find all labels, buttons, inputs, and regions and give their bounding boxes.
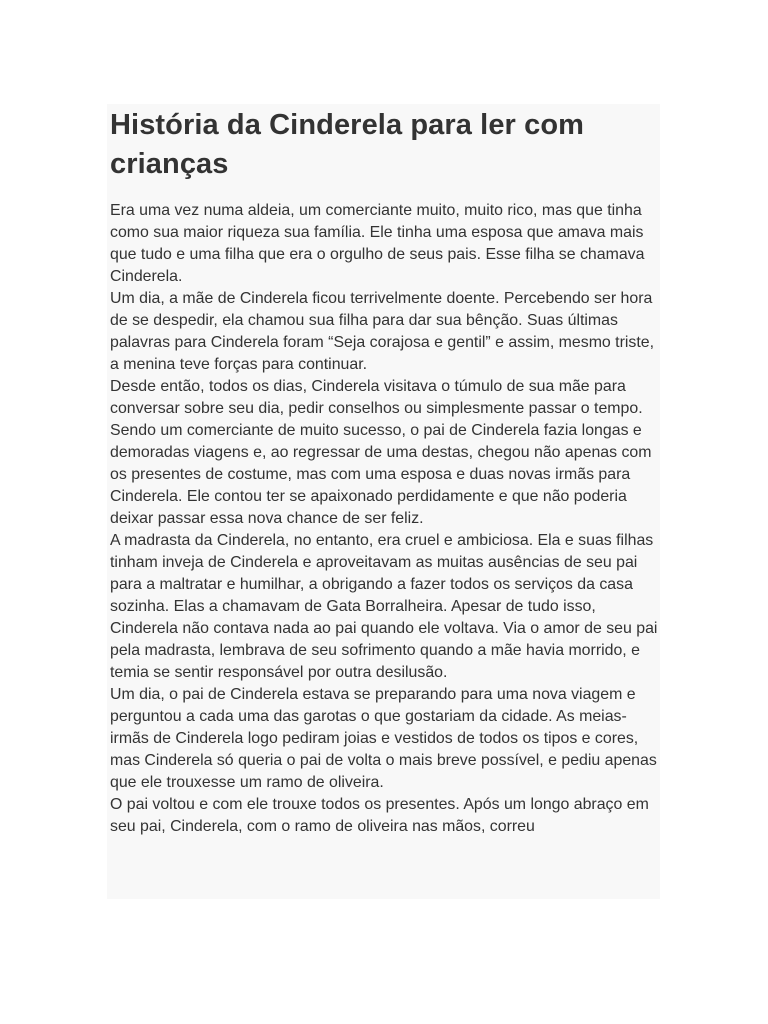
paragraph: Sendo um comerciante de muito sucesso, o pai de Cinderela fazia longas e demoradas viagens e, ao regressar de uma destas, chegou não apenas com os presentes de costume, mas com uma esposa e duas novas irmãs para Cinderela. Ele contou ter se apaixonado perdidamente e que não poderia deixar passar essa nova chance de ser feliz.	[110, 422, 652, 527]
article-content	[107, 104, 660, 899]
paragraph: Era uma vez numa aldeia, um comerciante muito, muito rico, mas que tinha como sua maior riqueza sua família. Ele tinha uma esposa que amava mais que tudo e uma filha que era o orgulho de seus pais. Esse filha se chamava Cinderela.	[110, 202, 645, 285]
paragraph: A madrasta da Cinderela, no entanto, era cruel e ambiciosa. Ela e suas filhas tinham inveja de Cinderela e aproveitavam as muitas ausências de seu pai para a maltratar e humilhar, a obrigando a fazer todos os serviços da casa sozinha. Elas a chamavam de Gata Borralheira. Apesar de tudo isso, Cinderela não contava nada ao pai quando ele voltava. Via o amor de seu pai pela madrasta, lembrava de seu sofrimento quando a mãe havia morrido, e temia se sentir responsável por outra desilusão.	[110, 532, 658, 681]
paragraph: Um dia, a mãe de Cinderela ficou terrivelmente doente. Percebendo ser hora de se despedir, ela chamou sua filha para dar sua bênção. Suas últimas palavras para Cinderela foram “Seja corajosa e gentil” e assim, mesmo triste, a menina teve forças para continuar.	[110, 290, 655, 373]
article-title: História da Cinderela para ler com crianças	[110, 109, 585, 180]
paragraph: O pai voltou e com ele trouxe todos os presentes. Após um longo abraço em seu pai, Cinderela, com o ramo de oliveira nas mãos, correu	[110, 796, 649, 835]
paragraph: Desde então, todos os dias, Cinderela visitava o túmulo de sua mãe para conversar sobre seu dia, pedir conselhos ou simplesmente passar o tempo.	[110, 378, 643, 417]
paragraph: Um dia, o pai de Cinderela estava se preparando para uma nova viagem e perguntou a cada uma das garotas o que gostariam da cidade. As meias-irmãs de Cinderela logo pediram joias e vestidos de todos os tipos e cores, mas Cinderela só queria o pai de volta o mais breve possível, e pediu apenas que ele trouxesse um ramo de oliveira.	[110, 686, 657, 791]
article-body	[107, 200, 660, 838]
